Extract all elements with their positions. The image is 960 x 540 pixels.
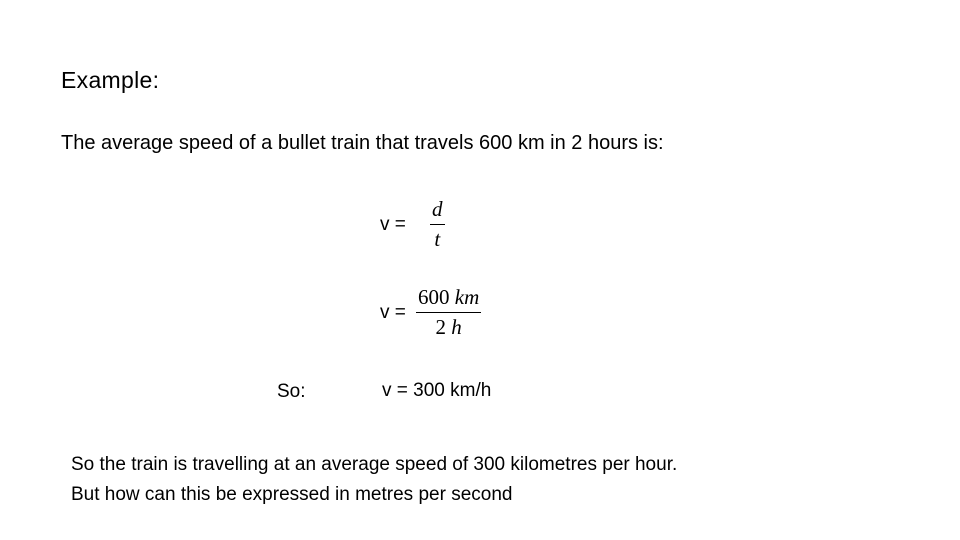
numerator-value: 600	[418, 285, 450, 309]
formula-substituted-lhs: v =	[380, 302, 406, 323]
conclusion-line: So the train is travelling at an average speed of 300 kilometres per hour.	[71, 454, 678, 475]
result-label: So:	[277, 381, 306, 402]
fraction-600km-over-2h	[416, 287, 481, 338]
fraction-denominator: t	[434, 227, 441, 251]
intro-sentence: The average speed of a bullet train that travels 600 km in 2 hours is:	[61, 132, 664, 154]
conclusion-line: But how can this be expressed in metres per second	[71, 484, 513, 505]
fraction-numerator: d	[432, 197, 443, 221]
numerator-unit: km	[454, 285, 480, 309]
slide-heading: Example:	[61, 67, 160, 93]
fraction-denominator	[434, 313, 464, 338]
formula-general-lhs: v =	[380, 214, 406, 235]
fraction-numerator	[416, 287, 481, 312]
conclusion-text	[71, 450, 677, 510]
fraction-d-over-t	[430, 199, 445, 250]
result-expression: v = 300 km/h	[382, 380, 492, 401]
denominator-unit: h	[451, 315, 462, 339]
denominator-value: 2	[435, 315, 446, 339]
